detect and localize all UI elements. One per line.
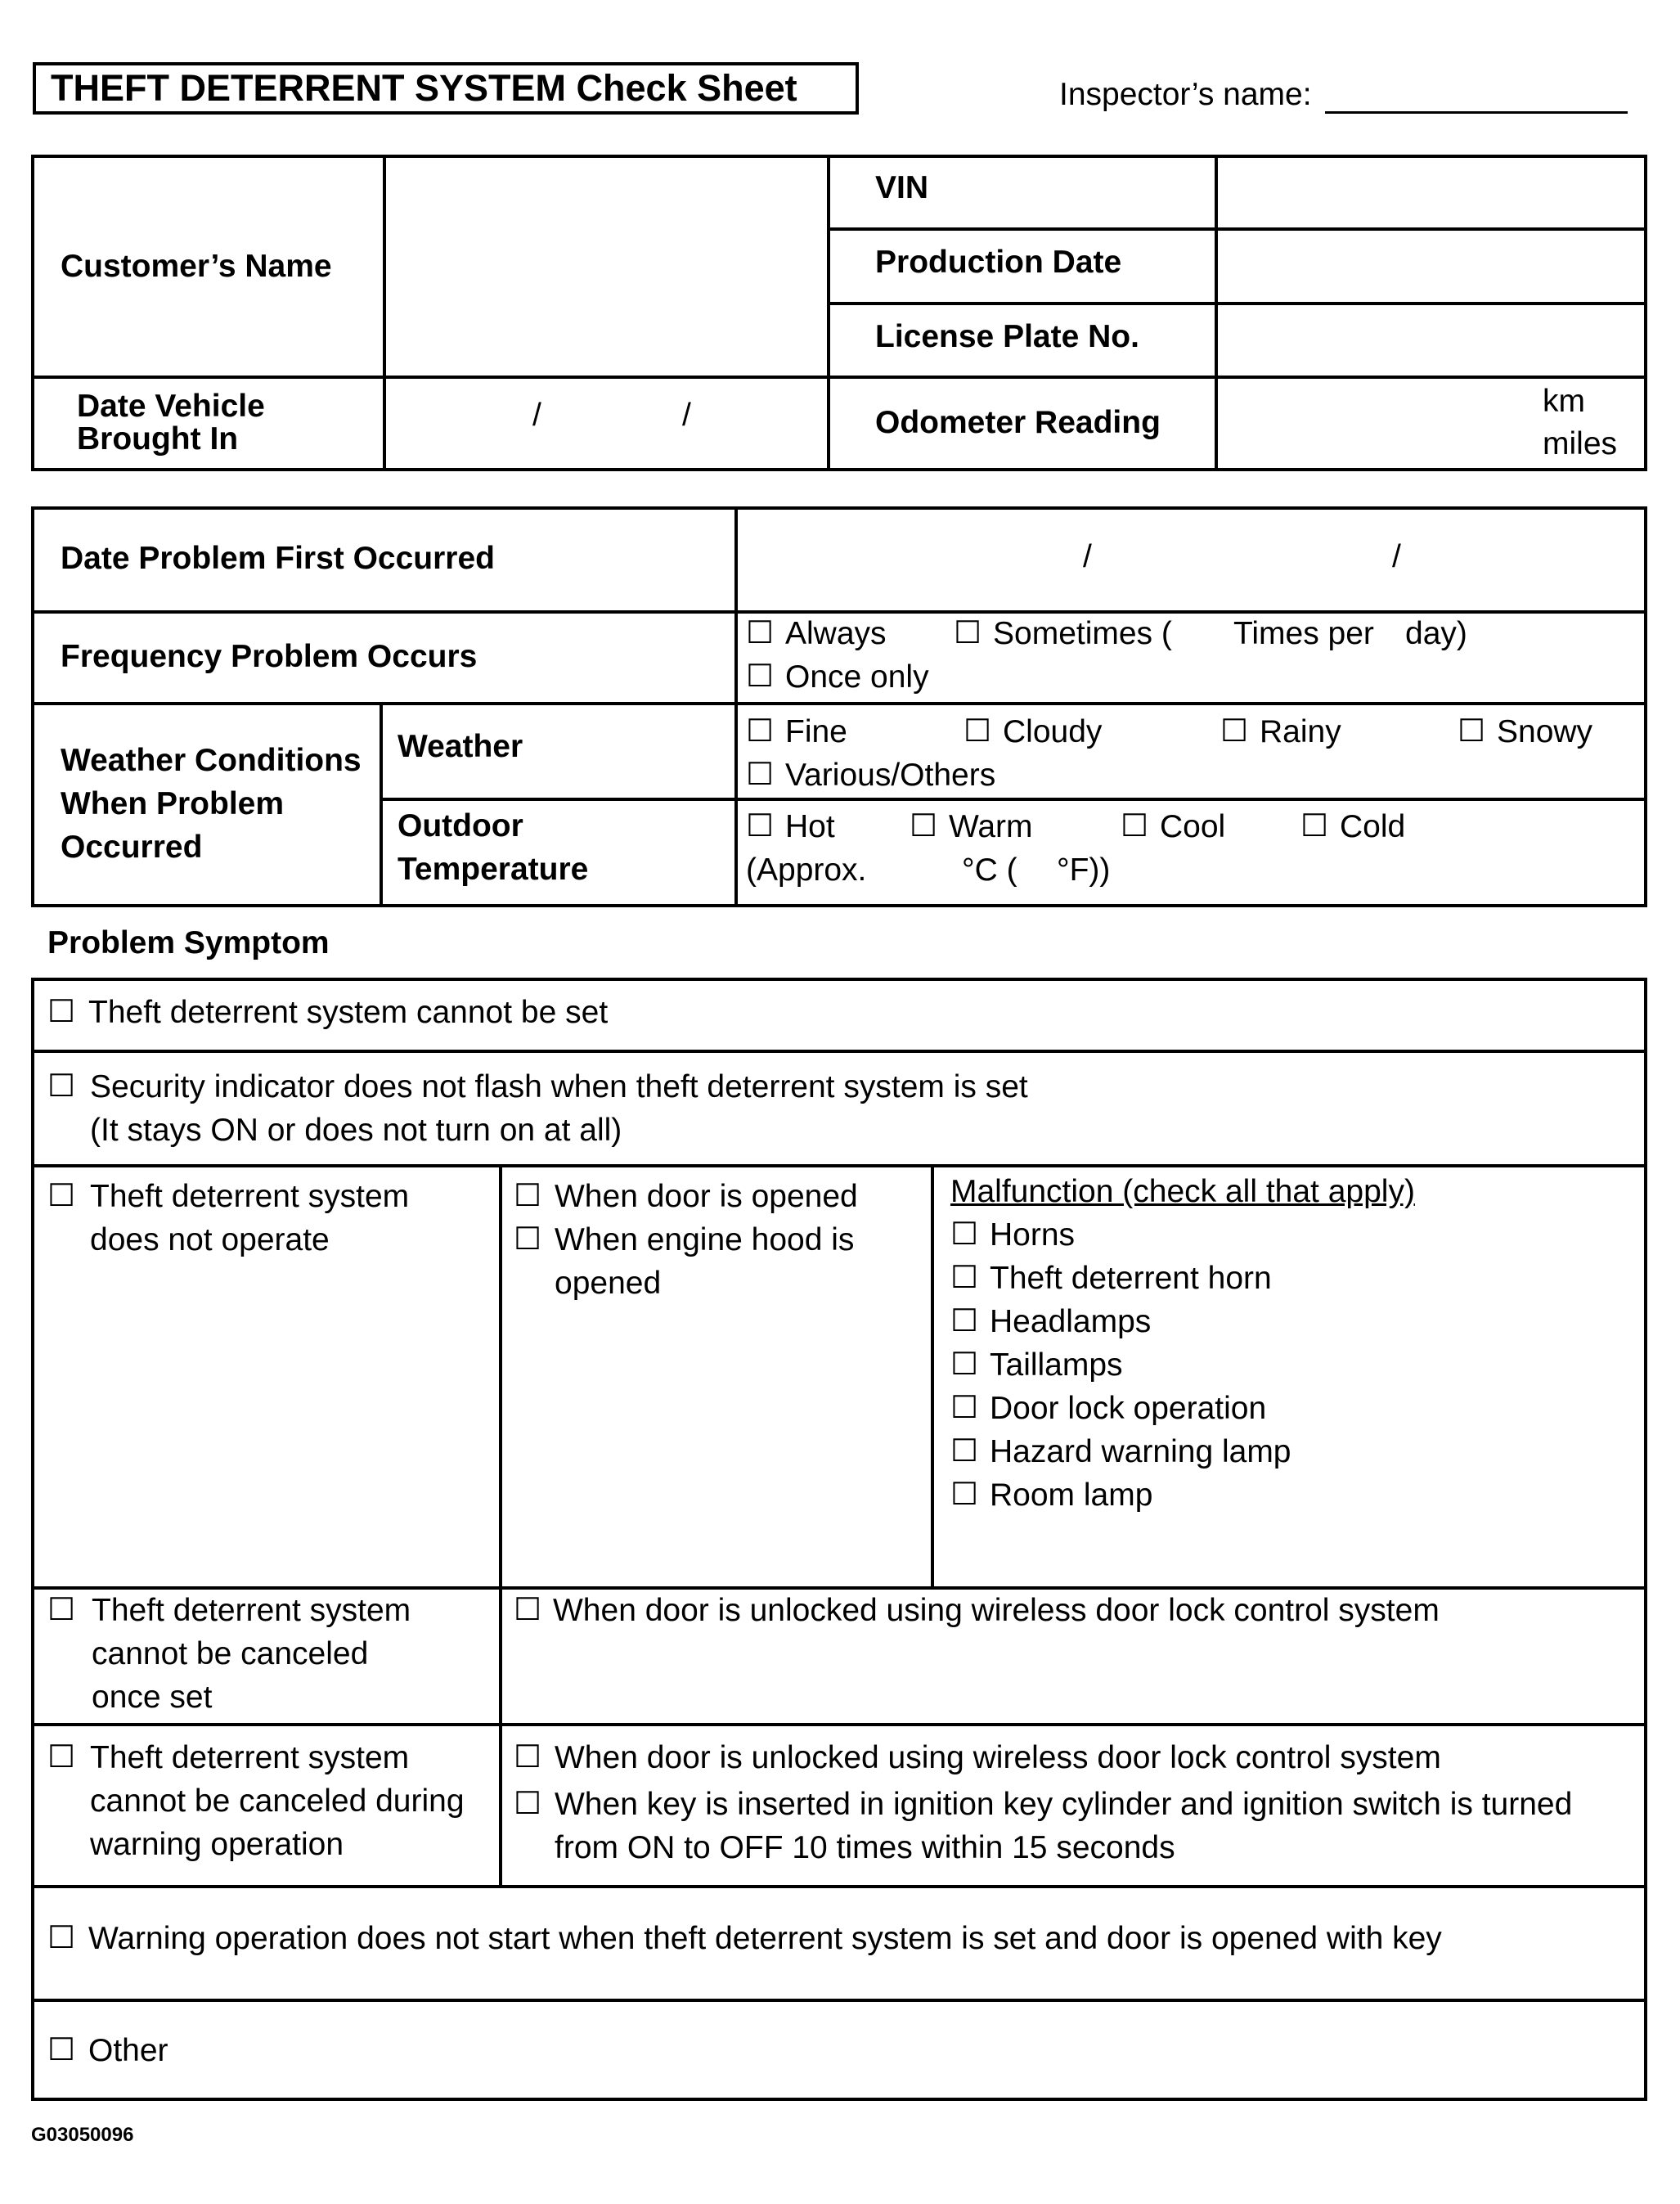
weather-conditions-label-3: Occurred (61, 830, 203, 865)
odometer-miles-unit: miles (1543, 426, 1618, 461)
checkbox-icon[interactable]: ☐ (47, 1069, 76, 1104)
odometer-km-unit: km (1543, 384, 1585, 419)
temp-cold: Cold (1340, 809, 1406, 844)
odometer-label: Odometer Reading (875, 405, 1161, 440)
symptom-indicator-line-2: (It stays ON or does not turn on at all) (90, 1113, 622, 1148)
problem-symptom-heading: Problem Symptom (47, 925, 330, 960)
temp-fahrenheit: °F)) (1057, 852, 1111, 888)
checkbox-icon[interactable]: ☐ (47, 2033, 76, 2067)
checkbox-icon[interactable]: ☐ (1121, 809, 1149, 843)
freq-day: day) (1405, 616, 1467, 651)
malfunction-item: Hazard warning lamp (990, 1434, 1291, 1469)
checkbox-icon[interactable]: ☐ (746, 758, 775, 792)
engine-hood-2: opened (555, 1266, 662, 1301)
checkbox-icon[interactable]: ☐ (47, 1593, 76, 1627)
production-date-label: Production Date (875, 245, 1122, 280)
checkbox-icon[interactable]: ☐ (964, 714, 992, 749)
symptom-not-operate-1: Theft deterrent system (90, 1179, 410, 1214)
freq-always: Always (785, 616, 887, 651)
weather-conditions-label-2: When Problem (61, 786, 285, 821)
symptom-cancel-warning-1: Theft deterrent system (90, 1740, 410, 1775)
symptom-cancel-warning-3: warning operation (90, 1827, 344, 1862)
symptom-cannot-set: Theft deterrent system cannot be set (88, 995, 609, 1030)
symptom-cancel-warning-2: cannot be canceled during (90, 1783, 465, 1819)
checkbox-icon[interactable]: ☐ (950, 1391, 979, 1425)
weather-label: Weather (398, 729, 523, 764)
checkbox-icon[interactable]: ☐ (746, 809, 775, 843)
malfunction-item: Room lamp (990, 1478, 1153, 1513)
checkbox-icon[interactable]: ☐ (746, 659, 775, 694)
date-brought-in-label-2: Brought In (77, 421, 239, 457)
production-date-field[interactable] (1227, 237, 1636, 295)
checkbox-icon[interactable]: ☐ (47, 1179, 76, 1213)
malfunction-item: Horns (990, 1217, 1076, 1253)
checkbox-icon[interactable]: ☐ (514, 1787, 542, 1821)
checkbox-icon[interactable]: ☐ (910, 809, 938, 843)
unlocked-wireless: When door is unlocked using wireless door lock control system (553, 1593, 1440, 1628)
door-opened: When door is opened (555, 1179, 858, 1214)
symptom-cannot-cancel-2: cannot be canceled (92, 1636, 369, 1671)
license-plate-field[interactable] (1227, 311, 1636, 368)
date-first-occurred-label: Date Problem First Occurred (61, 541, 495, 576)
symptom-cannot-cancel-3: once set (92, 1680, 213, 1715)
temp-cool: Cool (1160, 809, 1226, 844)
date-first-slash: / (1392, 539, 1401, 574)
temp-warm: Warm (949, 809, 1033, 844)
sheet-title: THEFT DETERRENT SYSTEM Check Sheet (33, 62, 859, 115)
weather-conditions-label-1: Weather Conditions (61, 743, 362, 778)
checkbox-icon[interactable]: ☐ (514, 1740, 542, 1774)
temp-approx: (Approx. (746, 852, 867, 888)
weather-fine: Fine (785, 714, 847, 749)
customer-name-field[interactable] (393, 164, 818, 368)
malfunction-item: Headlamps (990, 1304, 1152, 1339)
outdoor-temperature-label-1: Outdoor (398, 808, 523, 843)
symptom-other: Other (88, 2033, 168, 2068)
inspector-label: Inspector’s name: (1059, 77, 1312, 112)
checkbox-icon[interactable]: ☐ (47, 995, 76, 1029)
temp-celsius: °C ( (962, 852, 1017, 888)
malfunction-heading: Malfunction (check all that apply) (950, 1174, 1415, 1209)
outdoor-temperature-label-2: Temperature (398, 852, 589, 887)
symptom-cannot-cancel-1: Theft deterrent system (92, 1593, 411, 1628)
key-cycle-1: When key is inserted in ignition key cylinder and ignition switch is turned (555, 1787, 1573, 1822)
checkbox-icon[interactable]: ☐ (47, 1921, 76, 1955)
vin-label: VIN (875, 170, 929, 205)
symptom-indicator-line-1: Security indicator does not flash when theft deterrent system is set (90, 1069, 1028, 1104)
customer-name-label: Customer’s Name (61, 249, 332, 284)
vin-field[interactable] (1227, 164, 1636, 221)
date-brought-in-slash: / (532, 398, 541, 433)
weather-rainy: Rainy (1260, 714, 1341, 749)
checkbox-icon[interactable]: ☐ (1300, 809, 1329, 843)
freq-times-per: Times per (1233, 616, 1374, 651)
frequency-label: Frequency Problem Occurs (61, 639, 478, 674)
checkbox-icon[interactable]: ☐ (954, 616, 982, 650)
symptom-not-operate-2: does not operate (90, 1222, 330, 1257)
malfunction-item: Door lock operation (990, 1391, 1267, 1426)
symptom-warning-not-start: Warning operation does not start when theft deterrent system is set and door is opened with key (88, 1921, 1442, 1956)
weather-snowy: Snowy (1497, 714, 1593, 749)
date-brought-in-slash: / (682, 398, 691, 433)
checkbox-icon[interactable]: ☐ (950, 1304, 979, 1338)
checkbox-icon[interactable]: ☐ (950, 1261, 979, 1295)
freq-sometimes: Sometimes ( (993, 616, 1172, 651)
figure-code: G03050096 (31, 2124, 134, 2146)
weather-cloudy: Cloudy (1003, 714, 1103, 749)
malfunction-item: Theft deterrent horn (990, 1261, 1272, 1296)
weather-various: Various/Others (785, 758, 996, 793)
key-cycle-2: from ON to OFF 10 times within 15 seconds (555, 1830, 1175, 1865)
checkbox-icon[interactable]: ☐ (950, 1217, 979, 1252)
date-brought-in-label-1: Date Vehicle (77, 389, 265, 424)
engine-hood-1: When engine hood is (555, 1222, 855, 1257)
checkbox-icon[interactable]: ☐ (950, 1478, 979, 1512)
checkbox-icon[interactable]: ☐ (514, 1222, 542, 1257)
checkbox-icon[interactable]: ☐ (1220, 714, 1249, 749)
date-first-slash: / (1083, 539, 1092, 574)
checkbox-icon[interactable]: ☐ (514, 1179, 542, 1213)
malfunction-item: Taillamps (990, 1347, 1123, 1383)
checkbox-icon[interactable]: ☐ (47, 1740, 76, 1774)
checkbox-icon[interactable]: ☐ (746, 616, 775, 650)
freq-once: Once only (785, 659, 929, 695)
temp-hot: Hot (785, 809, 835, 844)
checkbox-icon[interactable]: ☐ (1458, 714, 1486, 749)
license-plate-label: License Plate No. (875, 319, 1139, 354)
checkbox-icon[interactable]: ☐ (746, 714, 775, 749)
checkbox-icon[interactable]: ☐ (514, 1593, 542, 1627)
checkbox-icon[interactable]: ☐ (950, 1347, 979, 1382)
checkbox-icon[interactable]: ☐ (950, 1434, 979, 1469)
unlocked-wireless-2: When door is unlocked using wireless door lock control system (555, 1740, 1441, 1775)
